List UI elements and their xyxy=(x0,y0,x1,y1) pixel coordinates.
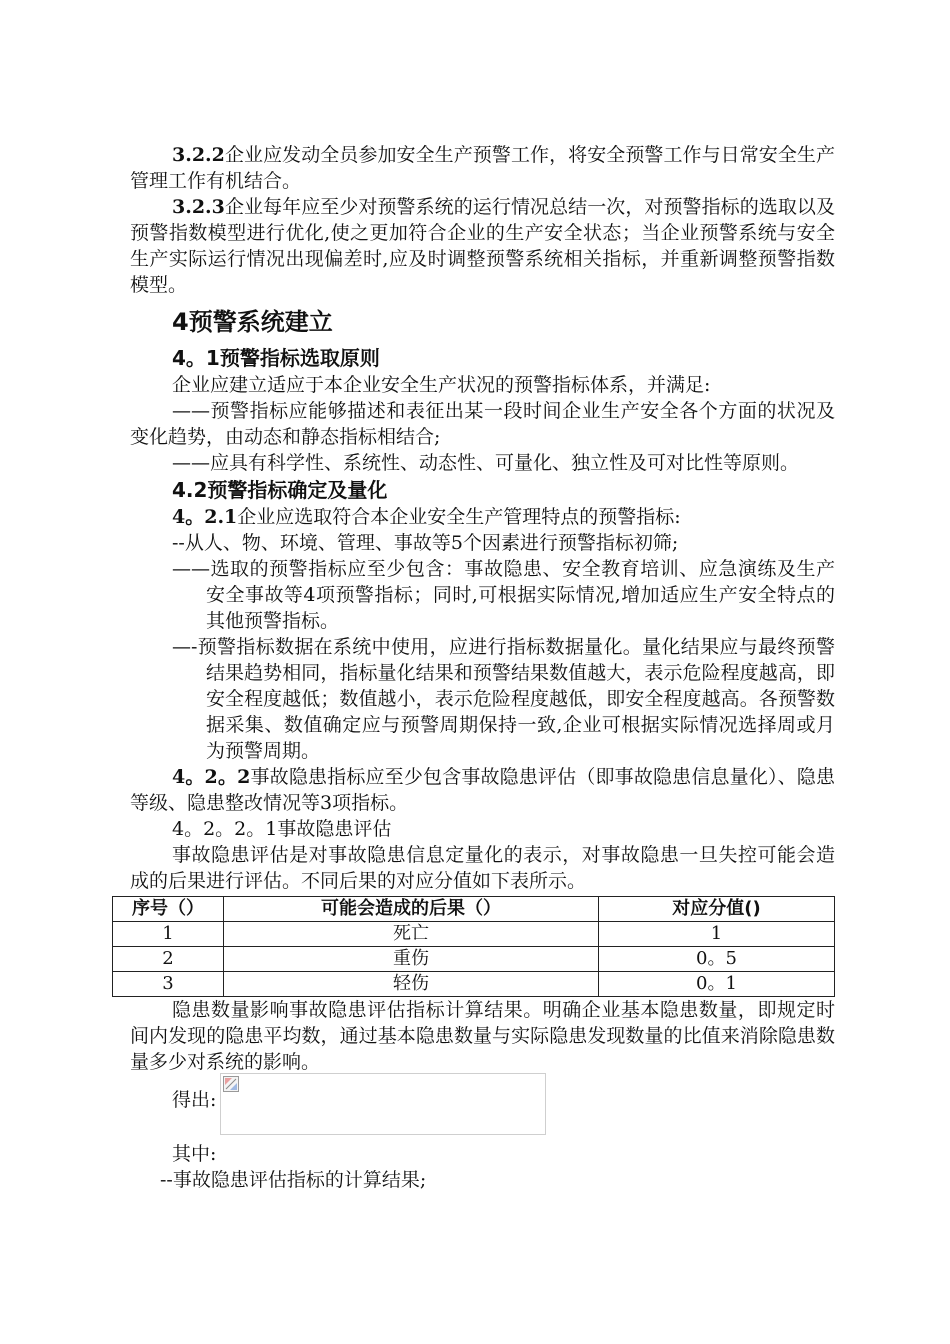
list-item: --事故隐患评估指标的计算结果; xyxy=(160,1169,427,1191)
list-item: —-预警指标数据在系统中使用，应进行指标数据量化。量化结果应与最终预警结果趋势相同，指标量化结果和预警结果数值越大，表示危险程度越高，即安全程度越低；数值越小，表示危险程度越低，即安全程度越高。各预警数据采集、数值确定应与预警周期保持一致,企业可根据实际情况选择周或月为预警周期。 xyxy=(172,636,835,762)
paragraph-3-2-3 xyxy=(130,194,835,298)
header-consequence: 可能会造成的后果（） xyxy=(224,897,599,922)
list-item: --从人、物、环境、管理、事故等5个因素进行预警指标初筛; xyxy=(172,532,679,554)
section-4-2-heading: 4.2预警指标确定及量化 xyxy=(172,478,388,502)
header-score: 对应分值() xyxy=(599,897,835,922)
paragraph-3-2-2 xyxy=(130,142,835,194)
paragraph-hazard-count: 隐患数量影响事故隐患评估指标计算结果。明确企业基本隐患数量，即规定时间内发现的隐患平均数，通过基本隐患数量与实际隐患发现数量的比值来消除隐患数量多少对系统的影响。 xyxy=(130,999,835,1073)
cell-index: 2 xyxy=(113,947,224,972)
section-4-heading: 4预警系统建立 xyxy=(172,308,333,336)
clause-number: 4。2.1 xyxy=(172,506,238,528)
header-index: 序号（） xyxy=(113,897,224,922)
cell-score: 1 xyxy=(599,922,835,947)
document-page xyxy=(130,142,835,1193)
score-table xyxy=(112,896,835,997)
derive-label: 得出: xyxy=(172,1089,217,1111)
cell-score: 0。1 xyxy=(599,972,835,997)
clause-number: 3.2.2 xyxy=(172,144,225,166)
list-item: ——选取的预警指标应至少包含：事故隐患、安全教育培训、应急演练及生产安全事故等4项预警指标；同时,可根据实际情况,增加适应生产安全特点的其他预警指标。 xyxy=(172,558,835,632)
clause-text: 事故隐患指标应至少包含事故隐患评估（即事故隐患信息量化）、隐患等级、隐患整改情况等3项指标。 xyxy=(130,766,835,814)
cell-index: 1 xyxy=(113,922,224,947)
section-4-1-intro: 企业应建立适应于本企业安全生产状况的预警指标体系，并满足: xyxy=(172,374,711,396)
cell-index: 3 xyxy=(113,972,224,997)
clause-number: 3.2.3 xyxy=(172,196,225,218)
clause-text: 企业应选取符合本企业安全生产管理特点的预警指标: xyxy=(237,506,681,528)
clause-text: 企业每年应至少对预警系统的运行情况总结一次，对预警指标的选取以及预警指数模型进行优化,使之更加符合企业的生产安全状态；当企业预警系统与安全生产实际运行情况出现偏差时,应及时调整预警系统相关指标，并重新调整预警指数模型。 xyxy=(130,196,835,296)
list-item: ——预警指标应能够描述和表征出某一段时间企业生产安全各个方面的状况及变化趋势，由动态和静态指标相结合; xyxy=(130,400,835,448)
section-4-1-heading: 4。1预警指标选取原则 xyxy=(172,346,380,370)
subsection-4-2-2-1-heading: 4。2。2。1事故隐患评估 xyxy=(172,818,392,840)
broken-image-icon xyxy=(223,1076,239,1092)
clause-text: 企业应发动全员参加安全生产预警工作，将安全预警工作与日常安全生产管理工作有机结合。 xyxy=(130,144,835,192)
cell-consequence: 轻伤 xyxy=(224,972,599,997)
cell-consequence: 重伤 xyxy=(224,947,599,972)
paragraph-4-2-1 xyxy=(130,504,835,530)
cell-consequence: 死亡 xyxy=(224,922,599,947)
paragraph-4-2-2-1: 事故隐患评估是对事故隐患信息定量化的表示，对事故隐患一旦失控可能会造成的后果进行评估。不同后果的对应分值如下表所示。 xyxy=(130,844,835,892)
table-header-row xyxy=(113,897,835,922)
table-row xyxy=(113,972,835,997)
clause-number: 4。2。2 xyxy=(172,766,251,788)
list-item: ——应具有科学性、系统性、动态性、可量化、独立性及可对比性等原则。 xyxy=(172,452,800,474)
where-label: 其中: xyxy=(172,1143,217,1165)
formula-image-placeholder xyxy=(220,1073,546,1135)
paragraph-4-2-2 xyxy=(130,764,835,816)
cell-score: 0。5 xyxy=(599,947,835,972)
table-row xyxy=(113,922,835,947)
table-row xyxy=(113,947,835,972)
formula-row xyxy=(130,1083,835,1135)
